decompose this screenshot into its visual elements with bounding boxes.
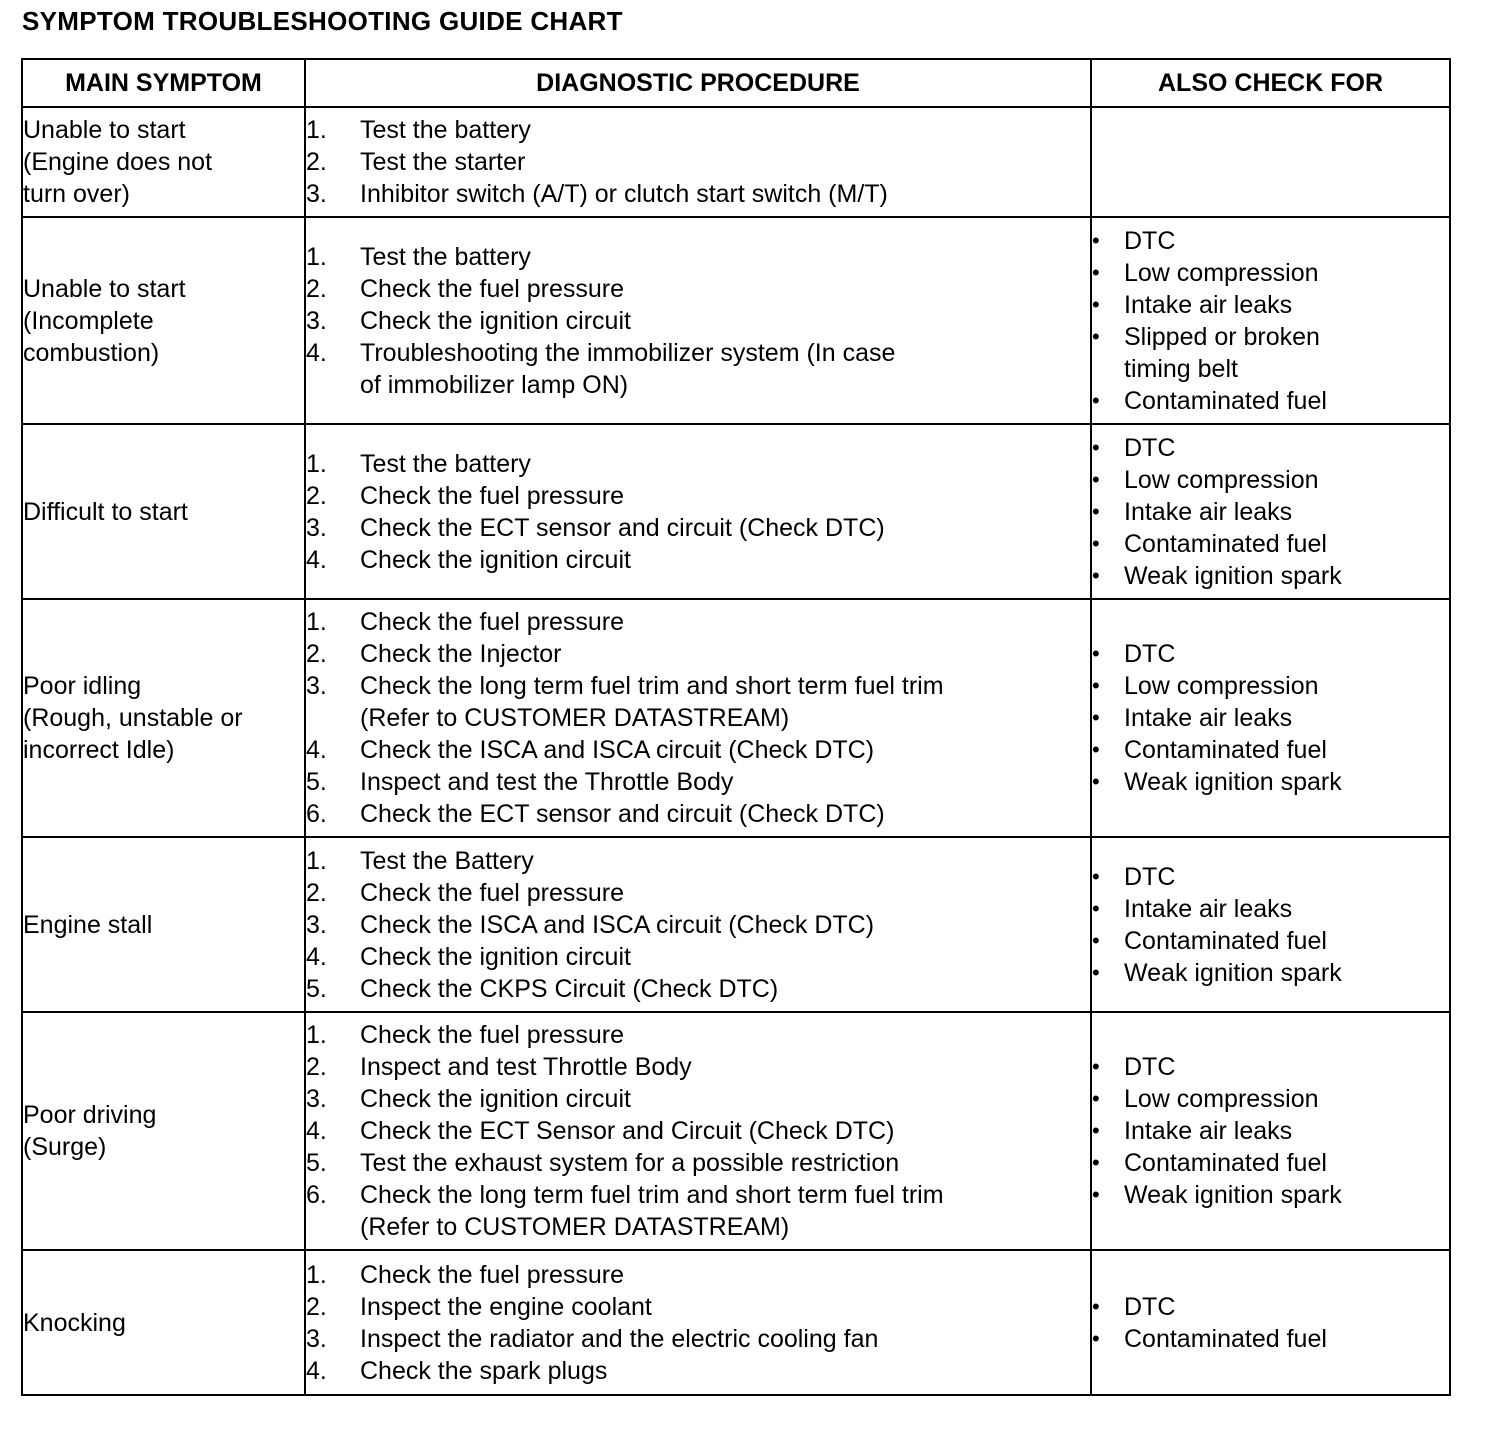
check-item <box>1092 957 1449 989</box>
procedure-step <box>306 1291 1090 1323</box>
step-number: 2. <box>306 640 327 668</box>
bullet-icon: • <box>1092 1150 1100 1175</box>
step-text: Check the ignition circuit <box>360 942 631 971</box>
main-symptom-cell <box>22 1012 305 1250</box>
bullet-icon: • <box>1092 769 1100 794</box>
step-number: 6. <box>306 800 327 828</box>
step-number: 3. <box>306 1085 327 1113</box>
step-number: 2. <box>306 1292 327 1321</box>
procedure-step <box>306 273 1090 305</box>
procedure-step <box>306 480 1090 512</box>
check-item-text: DTC <box>1124 226 1176 255</box>
bullet-icon: • <box>1092 291 1100 317</box>
procedure-step <box>306 337 1090 401</box>
diagnostic-procedure-cell <box>305 424 1091 599</box>
also-check-for-cell <box>1091 107 1450 217</box>
step-text: Check the fuel pressure <box>360 1260 625 1289</box>
check-item-text: Contaminated fuel <box>1124 386 1327 415</box>
procedure-step <box>306 877 1090 909</box>
step-text: Check the ECT sensor and circuit (Check DTC) <box>360 513 885 542</box>
step-text: Check the fuel pressure <box>360 608 625 636</box>
check-item-text: Low compression <box>1124 465 1319 494</box>
step-number: 3. <box>306 180 327 208</box>
procedure-step <box>306 1051 1090 1083</box>
table-row <box>22 107 1450 217</box>
check-item <box>1092 289 1449 321</box>
step-text: Check the fuel pressure <box>360 274 625 303</box>
bullet-icon: • <box>1092 673 1100 698</box>
check-item-text: Contaminated fuel <box>1124 736 1327 764</box>
procedure-step <box>306 734 1090 766</box>
step-text: Test the battery <box>360 449 531 478</box>
step-number: 4. <box>306 1356 327 1385</box>
step-number: 1. <box>306 846 327 875</box>
check-item-text: Intake air leaks <box>1124 497 1293 526</box>
check-item-text: Contaminated fuel <box>1124 1324 1327 1353</box>
check-item-text: Intake air leaks <box>1124 894 1293 923</box>
step-text: Check the ignition circuit <box>360 545 631 574</box>
check-item <box>1092 670 1449 702</box>
step-number: 5. <box>306 1149 327 1177</box>
step-number: 2. <box>306 878 327 907</box>
check-item-text: Weak ignition spark <box>1124 768 1342 796</box>
check-item-text: Contaminated fuel <box>1124 529 1327 558</box>
troubleshooting-table <box>21 58 1451 1396</box>
bullet-icon: • <box>1092 387 1100 413</box>
step-text: Check the ignition circuit <box>360 306 631 335</box>
step-text: Check the ignition circuit <box>360 1085 631 1113</box>
step-text: Test the Battery <box>360 846 534 875</box>
procedure-step <box>306 798 1090 830</box>
step-text: Check the ISCA and ISCA circuit (Check DTC) <box>360 910 875 939</box>
procedure-step <box>306 1259 1090 1291</box>
step-number: 1. <box>306 449 327 478</box>
step-number: 2. <box>306 481 327 510</box>
step-text: Check the ECT sensor and circuit (Check DTC) <box>360 800 885 828</box>
step-text: Check the fuel pressure <box>360 878 625 907</box>
check-item <box>1092 1323 1449 1355</box>
check-item <box>1092 925 1449 957</box>
check-item <box>1092 321 1449 385</box>
symptom-text: Difficult to start <box>23 497 188 526</box>
main-symptom-cell <box>22 107 305 217</box>
check-item <box>1092 385 1449 417</box>
bullet-icon: • <box>1092 1118 1100 1143</box>
check-item <box>1092 734 1449 766</box>
bullet-icon: • <box>1092 1182 1100 1207</box>
bullet-icon: • <box>1092 562 1100 588</box>
step-text: Check the ECT Sensor and Circuit (Check DTC) <box>360 1117 895 1145</box>
check-item-text: DTC <box>1124 1053 1176 1081</box>
also-check-for-cell <box>1091 217 1450 424</box>
table-row <box>22 1250 1450 1395</box>
step-number: 1. <box>306 242 327 271</box>
diagnostic-procedure-cell <box>305 1250 1091 1395</box>
bullet-icon: • <box>1092 1325 1100 1351</box>
step-number: 3. <box>306 672 327 700</box>
check-item-text: Weak ignition spark <box>1124 1181 1342 1209</box>
check-item <box>1092 496 1449 528</box>
also-check-for-cell <box>1091 1250 1450 1395</box>
step-number: 2. <box>306 148 327 176</box>
step-text: Test the exhaust system for a possible restriction <box>360 1149 900 1177</box>
check-item <box>1092 1291 1449 1323</box>
table-row <box>22 599 1450 837</box>
procedure-step <box>306 178 1090 210</box>
main-symptom-cell <box>22 1250 305 1395</box>
procedure-step <box>306 941 1090 973</box>
header-also-check-for: ALSO CHECK FOR <box>1091 59 1450 107</box>
check-item <box>1092 528 1449 560</box>
step-number: 4. <box>306 545 327 574</box>
symptom-text: (Engine does not <box>23 148 213 176</box>
also-check-for-cell <box>1091 424 1450 599</box>
symptom-text: Unable to start <box>23 116 186 144</box>
also-check-for-cell <box>1091 1012 1450 1250</box>
step-number: 3. <box>306 306 327 335</box>
bullet-icon: • <box>1092 498 1100 524</box>
symptom-text: incorrect Idle) <box>23 736 175 764</box>
check-item <box>1092 432 1449 464</box>
procedure-step <box>306 1179 1090 1243</box>
step-text: Test the battery <box>360 242 531 271</box>
check-item-text: DTC <box>1124 433 1176 462</box>
symptom-text: (Surge) <box>23 1133 107 1161</box>
check-item <box>1092 560 1449 592</box>
symptom-text: (Rough, unstable or <box>23 704 243 732</box>
check-item <box>1092 766 1449 798</box>
diagnostic-procedure-cell <box>305 217 1091 424</box>
step-text: Check the long term fuel trim and short term fuel trim (Refer to CUSTOMER DATASTREAM) <box>360 1181 944 1241</box>
main-symptom-cell <box>22 599 305 837</box>
procedure-step <box>306 305 1090 337</box>
check-item-text: Low compression <box>1124 1085 1319 1113</box>
procedure-step <box>306 114 1090 146</box>
check-item-text: Low compression <box>1124 258 1319 287</box>
table-row <box>22 1012 1450 1250</box>
bullet-icon: • <box>1092 737 1100 762</box>
check-item-text: Weak ignition spark <box>1124 561 1342 590</box>
symptom-text: turn over) <box>23 180 130 208</box>
step-number: 2. <box>306 1053 327 1081</box>
step-number: 4. <box>306 942 327 971</box>
step-number: 2. <box>306 274 327 303</box>
also-check-for-cell <box>1091 837 1450 1012</box>
procedure-step <box>306 845 1090 877</box>
check-item-text: Slipped or broken timing belt <box>1124 322 1320 383</box>
symptom-text: combustion) <box>23 338 160 367</box>
step-text: Check the ISCA and ISCA circuit (Check DTC) <box>360 736 875 764</box>
procedure-step <box>306 1083 1090 1115</box>
procedure-step <box>306 1355 1090 1387</box>
procedure-step <box>306 448 1090 480</box>
step-text: Check the spark plugs <box>360 1356 608 1385</box>
step-text: Inspect and test Throttle Body <box>360 1053 692 1081</box>
step-text: Check the long term fuel trim and short term fuel trim (Refer to CUSTOMER DATASTREAM) <box>360 672 944 732</box>
symptom-text: Unable to start <box>23 274 186 303</box>
step-text: Check the CKPS Circuit (Check DTC) <box>360 974 779 1003</box>
step-number: 6. <box>306 1181 327 1209</box>
table-row <box>22 217 1450 424</box>
symptom-text: Poor driving <box>23 1101 157 1129</box>
bullet-icon: • <box>1092 227 1100 253</box>
symptom-text: Poor idling <box>23 672 142 700</box>
table-body <box>22 107 1450 1395</box>
check-item <box>1092 702 1449 734</box>
step-number: 4. <box>306 1117 327 1145</box>
step-number: 5. <box>306 974 327 1003</box>
procedure-step <box>306 909 1090 941</box>
step-text: Inspect the radiator and the electric cooling fan <box>360 1324 879 1353</box>
step-number: 3. <box>306 1324 327 1353</box>
table-row <box>22 837 1450 1012</box>
bullet-icon: • <box>1092 434 1100 460</box>
step-text: Test the starter <box>360 148 526 176</box>
bullet-icon: • <box>1092 1086 1100 1111</box>
procedure-step <box>306 241 1090 273</box>
step-text: Inhibitor switch (A/T) or clutch start switch (M/T) <box>360 180 888 208</box>
bullet-icon: • <box>1092 959 1100 985</box>
bullet-icon: • <box>1092 895 1100 921</box>
diagnostic-procedure-cell <box>305 837 1091 1012</box>
procedure-step <box>306 670 1090 734</box>
check-item <box>1092 638 1449 670</box>
check-item-text: DTC <box>1124 1292 1176 1321</box>
check-item-text: Low compression <box>1124 672 1319 700</box>
bullet-icon: • <box>1092 641 1100 666</box>
diagnostic-procedure-cell <box>305 107 1091 217</box>
check-item-text: Contaminated fuel <box>1124 1149 1327 1177</box>
procedure-step <box>306 1147 1090 1179</box>
bullet-icon: • <box>1092 323 1100 349</box>
step-number: 5. <box>306 768 327 796</box>
procedure-step <box>306 512 1090 544</box>
diagnostic-procedure-cell <box>305 1012 1091 1250</box>
check-item <box>1092 1179 1449 1211</box>
step-number: 3. <box>306 910 327 939</box>
check-item <box>1092 893 1449 925</box>
check-item <box>1092 464 1449 496</box>
header-main-symptom: MAIN SYMPTOM <box>22 59 305 107</box>
check-item <box>1092 257 1449 289</box>
bullet-icon: • <box>1092 466 1100 492</box>
procedure-step <box>306 638 1090 670</box>
main-symptom-cell <box>22 837 305 1012</box>
table-header-row <box>22 59 1450 107</box>
step-text: Check the fuel pressure <box>360 481 625 510</box>
bullet-icon: • <box>1092 705 1100 730</box>
check-item-text: Intake air leaks <box>1124 704 1293 732</box>
check-item <box>1092 1147 1449 1179</box>
symptom-text: (Incomplete <box>23 306 154 335</box>
step-number: 1. <box>306 1021 327 1049</box>
check-item <box>1092 1115 1449 1147</box>
page-title: SYMPTOM TROUBLESHOOTING GUIDE CHART <box>22 6 623 36</box>
step-number: 1. <box>306 1260 327 1289</box>
check-item-text: DTC <box>1124 640 1176 668</box>
check-item-text: Weak ignition spark <box>1124 958 1342 987</box>
procedure-step <box>306 606 1090 638</box>
step-text: Inspect and test the Throttle Body <box>360 768 734 796</box>
procedure-step <box>306 1115 1090 1147</box>
step-number: 3. <box>306 513 327 542</box>
header-diagnostic-procedure: DIAGNOSTIC PROCEDURE <box>305 59 1091 107</box>
bullet-icon: • <box>1092 530 1100 556</box>
bullet-icon: • <box>1092 1054 1100 1079</box>
procedure-step <box>306 544 1090 576</box>
bullet-icon: • <box>1092 259 1100 285</box>
procedure-step <box>306 973 1090 1005</box>
check-item-text: Contaminated fuel <box>1124 926 1327 955</box>
step-text: Check the fuel pressure <box>360 1021 625 1049</box>
check-item <box>1092 1083 1449 1115</box>
bullet-icon: • <box>1092 927 1100 953</box>
also-check-for-cell <box>1091 599 1450 837</box>
step-text: Troubleshooting the immobilizer system (In case of immobilizer lamp ON) <box>360 338 896 399</box>
step-number: 1. <box>306 608 327 636</box>
main-symptom-cell <box>22 217 305 424</box>
procedure-step <box>306 766 1090 798</box>
check-item <box>1092 861 1449 893</box>
step-number: 1. <box>306 116 327 144</box>
check-item-text: Intake air leaks <box>1124 1117 1293 1145</box>
main-symptom-cell <box>22 424 305 599</box>
step-text: Test the battery <box>360 116 531 144</box>
symptom-text: Knocking <box>23 1308 126 1337</box>
procedure-step <box>306 1019 1090 1051</box>
step-number: 4. <box>306 338 327 367</box>
procedure-step <box>306 1323 1090 1355</box>
check-item <box>1092 225 1449 257</box>
symptom-text: Engine stall <box>23 910 153 939</box>
diagnostic-procedure-cell <box>305 599 1091 837</box>
table-row <box>22 424 1450 599</box>
step-number: 4. <box>306 736 327 764</box>
bullet-icon: • <box>1092 863 1100 889</box>
step-text: Inspect the engine coolant <box>360 1292 652 1321</box>
step-text: Check the Injector <box>360 640 562 668</box>
bullet-icon: • <box>1092 1293 1100 1319</box>
procedure-step <box>306 146 1090 178</box>
check-item <box>1092 1051 1449 1083</box>
check-item-text: DTC <box>1124 862 1176 891</box>
check-item-text: Intake air leaks <box>1124 290 1293 319</box>
